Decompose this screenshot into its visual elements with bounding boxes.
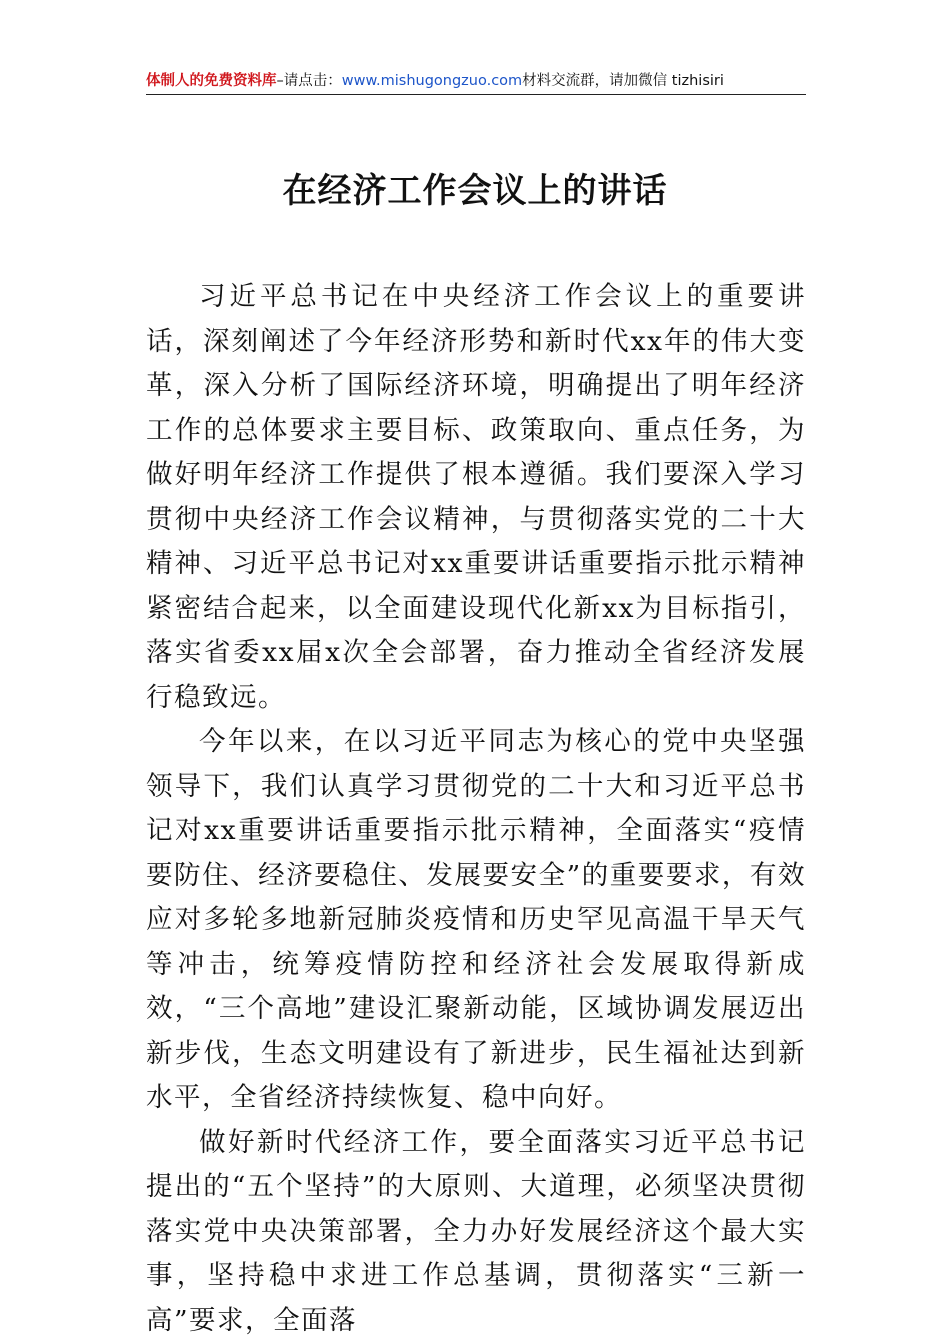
paragraph: 习近平总书记在中央经济工作会议上的重要讲话，深刻阐述了今年经济形势和新时代xx年的伟大变革，深入分析了国际经济环境，明确提出了明年经济工作的总体要求主要目标、政策取向、重点任务，为做好明年经济工作提供了根本遵循。我们要深入学习贯彻中央经济工作会议精神，与贯彻落实党的二十大精神、习近平总书记对xx重要讲话重要指示批示精神紧密结合起来，以全面建设现代化新xx为目标指引，落实省委xx届x次全会部署，奋力推动全省经济发展行稳致远。 — [146, 281, 806, 713]
header-note: 材料交流群，请加微信 tizhisiri — [522, 73, 724, 89]
document-title: 在经济工作会议上的讲话 — [282, 171, 668, 211]
header-brand: 体制人的免费资料库 — [146, 73, 277, 89]
header-website-link[interactable]: www.mishugongzuo.com — [341, 73, 523, 89]
header-prompt: –请点击： — [276, 73, 342, 89]
paragraph: 今年以来，在以习近平同志为核心的党中央坚强领导下，我们认真学习贯彻党的二十大和习近平总书记对xx重要讲话重要指示批示精神，全面落实“疫情要防住、经济要稳住、发展要安全”的重要要求，有效应对多轮多地新冠肺炎疫情和历史罕见高温干旱天气等冲击，统筹疫情防控和经济社会发展取得新成效，“三个高地”建设汇聚新动能，区域协调发展迈出新步伐，生态文明建设有了新进步，民生福祉达到新水平，全省经济持续恢复、稳中向好。 — [146, 726, 806, 1113]
paragraph: 做好新时代经济工作，要全面落实习近平总书记提出的“五个坚持”的大原则、大道理，必须坚决贯彻落实党中央决策部署，全力办好发展经济这个最大实事，坚持稳中求进工作总基调，贯彻落实“三新一高”要求，全面落 — [146, 1126, 806, 1336]
document-body — [146, 275, 806, 1343]
page-header — [146, 70, 806, 95]
